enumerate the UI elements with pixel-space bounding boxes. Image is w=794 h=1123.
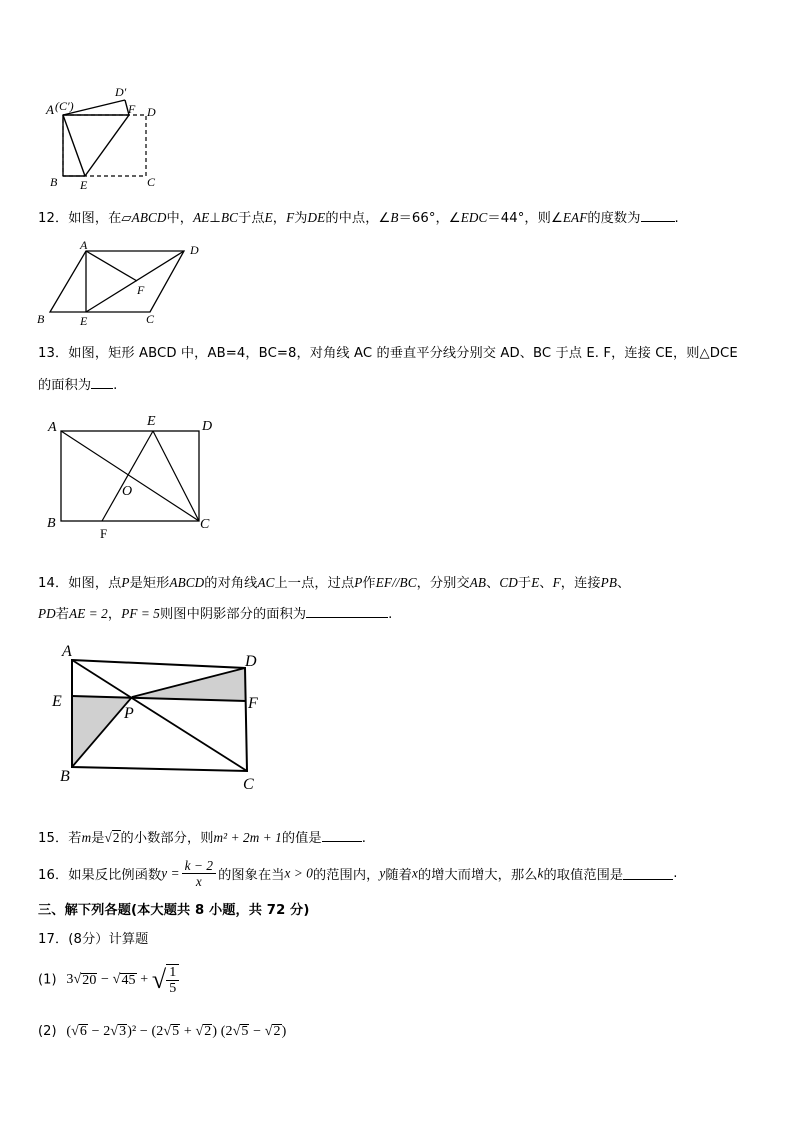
label-E: E <box>80 314 88 328</box>
question-15: 15．若m是√2的小数部分，则m² + 2m + 1的值是 . <box>38 830 366 846</box>
label-A: A <box>46 102 54 117</box>
label-B: B <box>37 312 45 326</box>
label-E: E <box>147 414 156 429</box>
label-D: D <box>202 419 213 434</box>
label-D: D <box>245 653 257 670</box>
label-D: D <box>190 243 199 257</box>
label-O: O <box>122 484 133 499</box>
label-F: F <box>128 102 136 116</box>
label-E: E <box>52 693 62 710</box>
answer-blank-15 <box>322 829 362 842</box>
label-F: F <box>137 283 145 297</box>
label-B: B <box>60 768 70 785</box>
label-B: B <box>47 516 56 531</box>
figure-q13 <box>40 410 220 545</box>
label-C: C <box>200 517 210 532</box>
question-14-line2: PD若AE = 2，PF = 5则图中阴影部分的面积为 . <box>38 606 393 622</box>
label-F: F <box>248 695 258 712</box>
label-C: C <box>146 312 155 326</box>
label-C: C <box>243 776 254 793</box>
answer-blank-13 <box>91 376 113 389</box>
label-A: A <box>48 420 57 435</box>
question-17-part1: (1) 3√20 − √45 + √ $\frac{1}{5}$ <box>38 964 179 996</box>
label-C-prime: (C′) <box>55 99 74 113</box>
question-12: 12．如图，在▱ABCD中，AE⊥BC于点E，F为DE的中点，∠B＝66°，∠EDC＝44°，则∠EAF的度数为 . <box>38 210 679 226</box>
label-D: D <box>147 105 156 119</box>
label-F: F <box>100 526 108 541</box>
question-16: 16．如果反比例函数y = $\frac{k - 2}{x}$ 的图象在当x > 0的范围内，y随着x的增大而增大，那么k的取值范围是 . <box>38 858 678 889</box>
label-A: A <box>62 643 72 660</box>
label-D-prime: D′ <box>115 85 127 99</box>
label-B: B <box>50 175 58 189</box>
figure-q14 <box>48 640 278 795</box>
label-A: A <box>80 238 88 252</box>
question-14-line1: 14．如图，点P是矩形ABCD的对角线AC上一点，过点P作EF//BC，分别交AB、CD于E、F，连接PB、 <box>38 575 631 591</box>
question-17-title: 17．(8分）计算题 <box>38 932 149 947</box>
figure-q12 <box>34 237 210 329</box>
label-C: C <box>147 175 156 189</box>
answer-blank-12 <box>641 209 675 222</box>
answer-blank-14 <box>306 605 388 618</box>
figure-q11 <box>40 80 180 195</box>
question-13-line1: 13．如图，矩形 ABCD 中，AB=4，BC=8，对角线 AC 的垂直平分线分别交 AD、BC 于点 E. F，连接 CE，则△DCE <box>38 346 738 361</box>
question-17-part2: (2) (√6 − 2√3)² − (2√5 + √2) (2√5 − √2) <box>38 1024 287 1039</box>
answer-blank-16 <box>623 867 673 880</box>
label-E: E <box>80 178 88 192</box>
question-13-line2: 的面积为 . <box>38 378 118 393</box>
label-P: P <box>124 705 134 722</box>
section-3-heading: 三、解下列各题(本大题共 8 小题，共 72 分) <box>38 903 310 918</box>
